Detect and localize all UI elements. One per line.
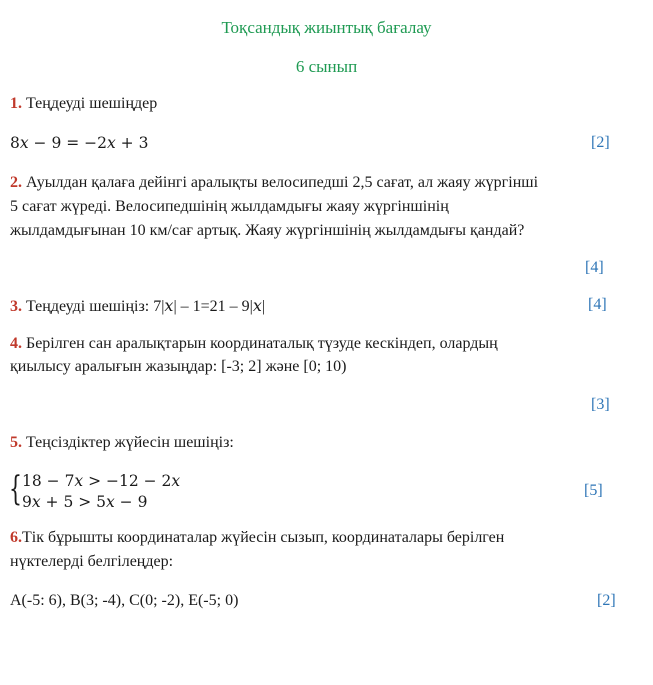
task-4-number: 4. — [10, 335, 22, 352]
task-2-line-1 — [10, 174, 538, 192]
task-5-heading — [10, 434, 234, 452]
grade-label: 6 сынып — [295, 57, 358, 76]
task-1-heading — [10, 95, 157, 113]
task-3-score: [4] — [588, 296, 607, 313]
task-4-line-2: қиылысу аралығын жазыңдар: [-3; 2] және [0; 10) — [10, 358, 347, 375]
task-1-text: Теңдеуді шешіңдер — [22, 95, 158, 112]
task-5-number: 5. — [10, 434, 22, 451]
document-title: Тоқсандық жиынтық бағалау — [221, 18, 432, 37]
task-5-score: [5] — [584, 482, 603, 499]
task-5-text: Теңсіздіктер жүйесін шешіңіз: — [22, 434, 234, 451]
task-5-inequality-2: 9𝑥 + 5 > 5𝑥 − 9 — [22, 493, 148, 511]
task-2-number: 2. — [10, 174, 22, 191]
task-6-text-1: Тік бұрышты координаталар жүйесін сызып, координаталары берілген — [22, 529, 505, 546]
task-2-line-3: жылдамдығынан 10 км/сағ артық. Жаяу жүргіншінің жылдамдығы қандай? — [10, 222, 525, 239]
task-6-number: 6. — [10, 529, 22, 546]
task-2-score: [4] — [585, 259, 604, 276]
task-4-line-1 — [10, 335, 498, 353]
task-6-line-2: нүктелерді белгілеңдер: — [10, 553, 174, 570]
task-6-line-1 — [10, 529, 504, 547]
task-5-inequality-1: 18 − 7𝑥 > −12 − 2𝑥 — [22, 472, 181, 490]
task-3-number: 3. — [10, 298, 22, 315]
task-6-score: [2] — [597, 592, 616, 609]
task-1-score: [2] — [591, 134, 610, 151]
task-2-line-2: 5 сағат жүреді. Велосипедшінің жылдамдығы жаяу жүргіншінің — [10, 198, 449, 215]
task-4-text-1: Берілген сан аралықтарын координаталық түзуде кескіндеп, олардың — [22, 335, 498, 352]
task-2-text-1: Ауылдан қалаға дейінгі аралықты велосипедші 2,5 сағат, ал жаяу жүргінші — [22, 174, 539, 191]
system-brace: { — [9, 469, 22, 509]
task-1-number: 1. — [10, 95, 22, 112]
task-6-points: A(-5: 6), B(3; -4), C(0; -2), E(-5; 0) — [10, 592, 239, 609]
task-3-heading — [10, 296, 265, 316]
task-4-score: [3] — [591, 396, 610, 413]
task-1-equation: 8𝑥 − 9 = −2𝑥 + 3 — [10, 134, 149, 152]
task-3-text: Теңдеуді шешіңіз: 7|𝑥| – 1=21 – 9|𝑥| — [22, 298, 266, 315]
